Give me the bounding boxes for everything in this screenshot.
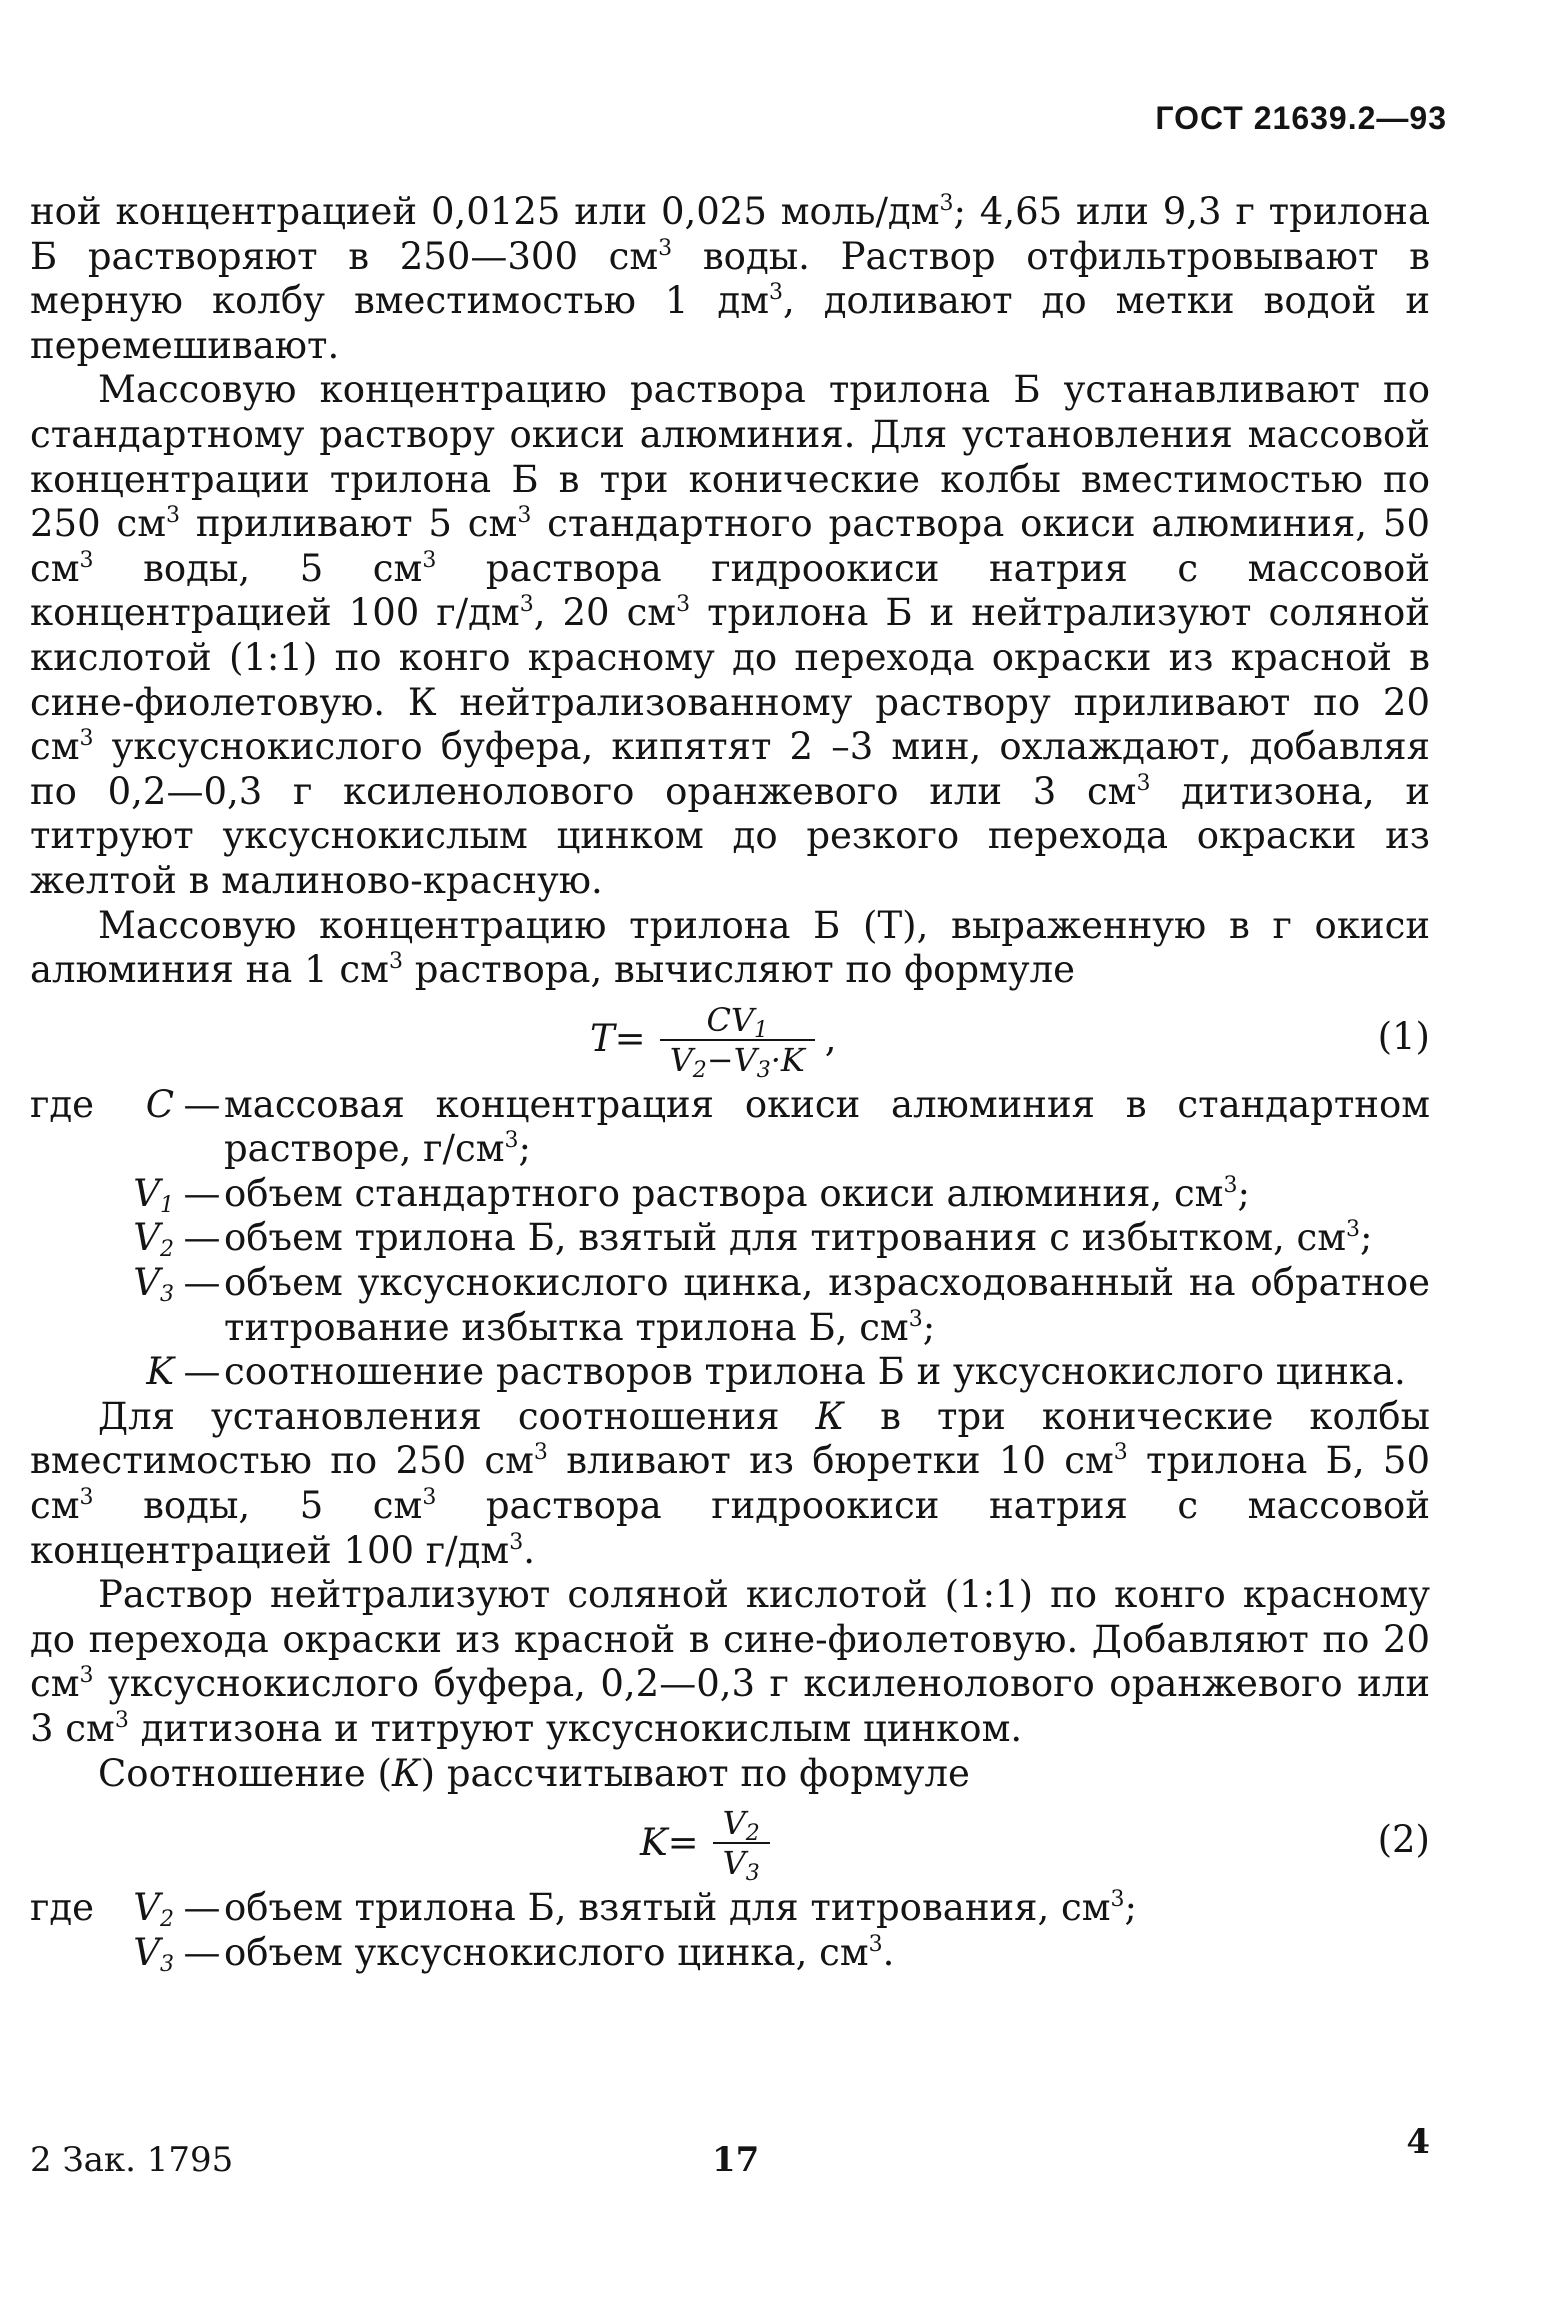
- formula-1-fraction: $\frac{CV_1}{V_2-V_3\cdot K}$: [660, 1001, 815, 1079]
- sheet-number: 4: [1406, 2122, 1430, 2162]
- paragraph-3: Массовую концентрацию трилона Б (Т), выраженную в г окиси алюминия на 1 $см^3$ раствора, вычисляют по формуле: [30, 903, 1430, 992]
- formula-1-lhs: T=: [590, 1017, 646, 1061]
- standard-header: ГОСТ 21639.2—93: [1155, 100, 1447, 136]
- where-list-1: где C — массовая концентрация окиси алюминия в стандартном растворе, $г/см^3$; $V_1$ — объем стандартного раствора окиси алюминия, $см^3$; $V_2$ — объем трилона Б, взятый для титрования с избытком, $см^3$; $V_3$ — объем уксуснокислого цинка, израсходованный на обратное титрование избытка трилона Б, $см^3$; K — соотношение растворов трилона Б и уксуснокислого цинка.: [30, 1082, 1430, 1394]
- page-number: 17: [712, 2140, 760, 2180]
- footer-order-number: 2 Зак. 1795: [30, 2140, 234, 2180]
- paragraph-2: Массовую концентрацию раствора трилона Б устанавливают по стандартному раствору окиси алюминия. Для установления массовой концентрации трилона Б в три конические колбы вместимостью по 250 $см^3$ приливают 5 $см^3$ стандартного раствора окиси алюминия, 50 $см^3$ воды, 5 $см^3$ раствора гидроокиси натрия с массовой концентрацией 100 $г/дм^3$, 20 $см^3$ трилона Б и нейтрализуют соляной кислотой (1:1) по конго красному до перехода окраски из красной в сине-фиолетовую. К нейтрализованному раствору приливают по 20 $см^3$ уксуснокислого буфера, кипятят 2 –3 мин, охлаждают, добавляя по 0,2—0,3 г ксиленолового оранжевого или 3 $см^3$ дитизона, и титруют уксуснокислым цинком до резкого перехода окраски из желтой в малиново-красную.: [30, 368, 1431, 902]
- paragraph-1: ной концентрацией 0,0125 или 0,025 моль/$дм^3$; 4,65 или 9,3 г трилона Б растворяют в 250—300 $см^3$ воды. Раствор отфильтровывают в мерную колбу вместимостью 1 $дм^3$, доливают до метки водой и перемешивают.: [30, 190, 1430, 367]
- formula-1: T= $\frac{CV_1}{V_2-V_3\cdot K}$ , (1): [590, 1000, 1430, 1083]
- where-list-2: где $V_2$ — объем трилона Б, взятый для титрования, $см^3$; $V_3$ — объем уксуснокислого цинка, $см^3$.: [30, 1886, 1138, 1977]
- formula-1-number: (1): [1377, 1014, 1430, 1058]
- formula-2-fraction: $\frac{V_2}{V_3}$: [713, 1804, 770, 1882]
- formula-2-number: (2): [1377, 1818, 1430, 1862]
- paragraph-4: Для установления соотношения К в три конические колбы вместимостью по 250 $см^3$ вливают из бюретки 10 $см^3$ трилона Б, 50 $см^3$ воды, 5 $см^3$ раствора гидроокиси натрия с массовой концентрацией 100 $г/дм^3$.: [30, 1394, 1430, 1572]
- formula-2-lhs: K=: [640, 1820, 699, 1864]
- paragraph-6: Соотношение (К) рассчитывают по формуле: [98, 1751, 970, 1795]
- document-body: [30, 190, 1430, 1975]
- formula-2: [30, 1796, 1430, 1886]
- paragraph-5: Раствор нейтрализуют соляной кислотой (1:1) по конго красному до перехода окраски из красной в сине-фиолетовую. Добавляют по 20 $см^3$ уксуснокислого буфера, 0,2—0,3 г ксиленолового оранжевого или 3 $см^3$ дитизона и титруют уксуснокислым цинком.: [30, 1573, 1430, 1750]
